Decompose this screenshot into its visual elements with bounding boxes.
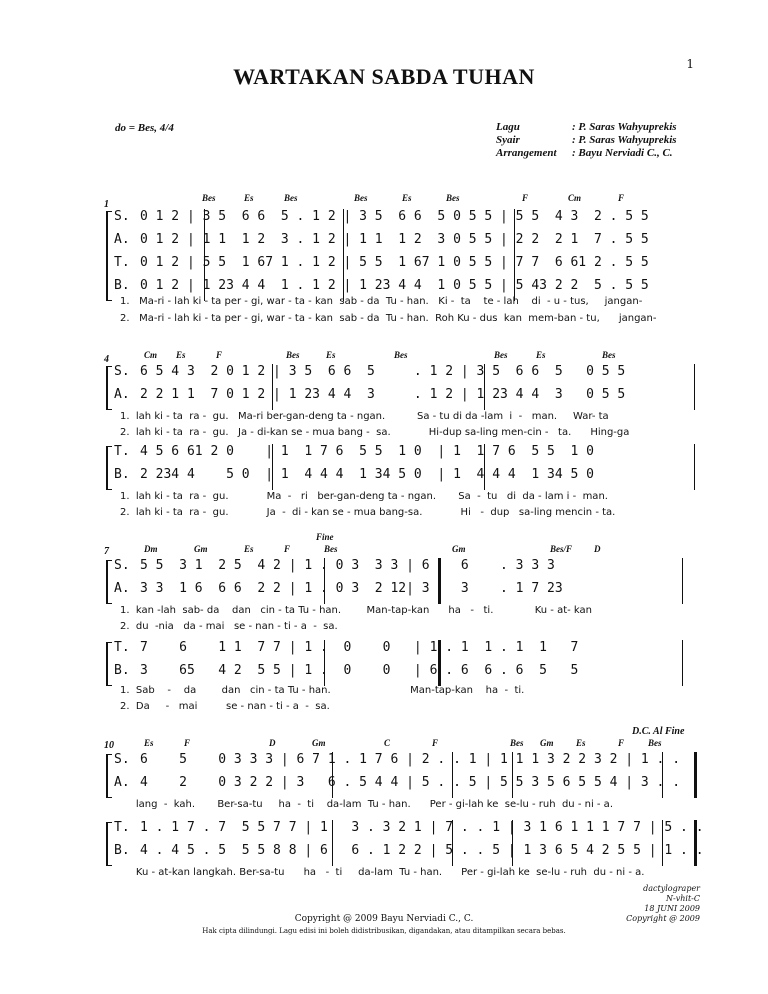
key-signature: do = Bes, 4/4	[115, 122, 174, 134]
chord-row	[104, 544, 698, 556]
chord: F	[618, 193, 625, 203]
chord: Bes	[284, 193, 298, 203]
voice-label: A.	[114, 387, 130, 402]
lyrics-verse-2: 2. Ma-ri - lah ki - ta per - gi, war - ta - kan sab - da Tu - han. Roh Ku - dus kan mem-ban - tu, jangan-	[120, 313, 657, 324]
voice-label: B.	[114, 843, 130, 858]
notes-tenor: 1 . 1 7 . 7 5 5 7 7 | 1 3 . 3 2 1 | 7 . . 1 | 3 1 6 1 1 1 7 7 | 5 . .	[140, 820, 704, 835]
copyright-notice: Hak cipta dilindungi. Lagu edisi ini boleh didistribusikan, digandakan, atau ditampilkan secara bebas.	[202, 927, 566, 935]
chord: Gm	[194, 544, 208, 554]
system-2	[104, 350, 698, 525]
notes-bass: 4 . 4 5 . 5 5 5 8 8 | 6 6 . 1 2 2 | 5 . . 5 | 1 3 6 5 4 2 5 5 | 1 . .	[140, 843, 704, 858]
chord: Cm	[568, 193, 582, 203]
brace	[106, 211, 112, 301]
copyright-line: Copyright @ 2009 Bayu Nerviadi C., C.	[294, 914, 474, 924]
dc-al-fine-marker: D.C. Al Fine	[632, 726, 685, 737]
lyrics-verse-1: 1. kan -lah sab- da dan cin - ta Tu - han. Man-tap-kan ha - ti. Ku - at- kan	[120, 605, 592, 616]
credits-block	[496, 121, 677, 160]
lyrics-verse-1: 1. Ma-ri - lah ki - ta per - gi, war - ta - kan sab - da Tu - han. Ki - ta te - lah di - u - tus, jangan-	[120, 296, 643, 307]
staff	[114, 209, 698, 301]
staff-upper	[114, 364, 698, 410]
voice-label: T.	[114, 820, 130, 835]
voice-label: B.	[114, 278, 130, 293]
notes-alto: 0 1 2 | 1 1 1 2 3 . 1 2 | 1 1 1 2 3 0 5 5 | 2 2 2 1 7 . 5 5	[140, 232, 649, 247]
chord: Bes	[324, 544, 338, 554]
signature-line: Copyright @ 2009	[626, 914, 700, 923]
voice-label: S.	[114, 364, 130, 379]
notes-soprano: 0 1 2 | 3 5 6 6 5 . 1 2 | 3 5 6 6 5 0 5 5 | 5 5 4 3 2 . 5 5	[140, 209, 649, 224]
chord: Dm	[144, 544, 158, 554]
notes-soprano: 5 5 3 1 2 5 4 2 | 1 . 0 3 3 3 | 6 6 . 3 3 3	[140, 558, 555, 573]
staff-upper	[114, 558, 698, 604]
measure-number: 4	[104, 354, 109, 365]
chord: D	[269, 738, 276, 748]
notes-bass: 3 65 4 2 5 5 | 1 . 0 0 | 6 . 6 6 . 6 5 5	[140, 663, 579, 678]
notes-soprano: 6 5 4 3 2 0 1 2 | 3 5 6 6 5 . 1 2 | 3 5 6 6 5 0 5 5	[140, 364, 626, 379]
lyrics-verse-2: 2. lah ki - ta ra - gu. Ja - di - kan se - mua bang-sa. Hi - dup sa-ling mencin - ta.	[120, 507, 616, 518]
fine-marker: Fine	[316, 532, 334, 542]
chord: Bes/F	[550, 544, 573, 554]
signature-line: N-vhit-C	[666, 894, 700, 903]
credit-syair: Syair : P. Saras Wahyuprekis	[496, 134, 677, 146]
credit-arrangement: Arrangement : Bayu Nerviadi C., C.	[496, 147, 673, 159]
lyrics-verse-2: 2. du -nia da - mai se - nan - ti - a - sa.	[120, 621, 338, 632]
chord: F	[432, 738, 439, 748]
chord-row	[104, 738, 698, 750]
lyrics-line: Ku - at-kan langkah. Ber-sa-tu ha - ti da-lam Tu - han. Per - gi-lah ke se-lu - ruh du - ni - a.	[120, 867, 645, 878]
chord: F	[184, 738, 191, 748]
chord: F	[284, 544, 291, 554]
system-1	[104, 193, 698, 333]
chord: C	[384, 738, 391, 748]
chord: F	[618, 738, 625, 748]
staff-lower	[114, 820, 704, 866]
notes-alto: 4 2 0 3 2 2 | 3 6 . 5 4 4 | 5 . . 5 | 5 5 3 5 6 5 5 4 | 3 . .	[140, 775, 681, 790]
brace	[106, 446, 112, 490]
brace	[106, 560, 112, 604]
chord: Bes	[394, 350, 408, 360]
measure-number: 10	[104, 740, 114, 751]
chord: Bes	[354, 193, 368, 203]
measure-number: 7	[104, 546, 109, 557]
chord: Es	[402, 193, 412, 203]
lyrics-verse-1: 1. Sab - da dan cin - ta Tu - han. Man-tap-kan ha - ti.	[120, 685, 525, 696]
chord: Cm	[144, 350, 158, 360]
chord: Bes	[602, 350, 616, 360]
lyrics-verse-1: 1. lah ki - ta ra - gu. Ma - ri ber-gan-deng ta - ngan. Sa - tu di da - lam i - man.	[120, 491, 608, 502]
notes-alto: 2 2 1 1 7 0 1 2 | 1 23 4 4 3 . 1 2 | 1 23 4 4 3 0 5 5	[140, 387, 626, 402]
notes-bass: 0 1 2 | 1 23 4 4 1 . 1 2 | 1 23 4 4 1 0 5 5 | 5 43 2 2 5 . 5 5	[140, 278, 649, 293]
signature-line: 18 JUNI 2009	[644, 904, 700, 913]
chord: Es	[326, 350, 336, 360]
voice-label: S.	[114, 209, 130, 224]
chord: Es	[176, 350, 186, 360]
chord: Gm	[540, 738, 554, 748]
chord: Es	[244, 544, 254, 554]
credit-lagu: Lagu : P. Saras Wahyuprekis	[496, 121, 677, 133]
chord-row	[104, 350, 698, 362]
chord-row	[104, 193, 698, 205]
lyrics-verse-2: 2. Da - mai se - nan - ti - a - sa.	[120, 701, 330, 712]
chord: Bes	[648, 738, 662, 748]
chord: Bes	[510, 738, 524, 748]
notes-tenor: 0 1 2 | 5 5 1 67 1 . 1 2 | 5 5 1 67 1 0 5 5 | 7 7 6 61 2 . 5 5	[140, 255, 649, 270]
chord: Bes	[202, 193, 216, 203]
staff-lower	[114, 444, 698, 490]
voice-label: T.	[114, 444, 130, 459]
lyrics-verse-2: 2. lah ki - ta ra - gu. Ja - di-kan se - mua bang - sa. Hi-dup sa-ling men-cin - ta. Hing-ga	[120, 427, 630, 438]
voice-label: S.	[114, 558, 130, 573]
chord: F	[216, 350, 223, 360]
chord: D	[594, 544, 601, 554]
measure-number: 1	[104, 199, 109, 210]
page-number: 1	[686, 57, 694, 71]
chord: Es	[536, 350, 546, 360]
brace	[106, 366, 112, 410]
notes-tenor: 7 6 1 1 7 7 | 1 . 0 0 | 1 . 1 1 . 1 1 7	[140, 640, 579, 655]
voice-label: T.	[114, 255, 130, 270]
signature-line: dactylograper	[643, 884, 700, 893]
voice-label: B.	[114, 663, 130, 678]
brace	[106, 642, 112, 686]
staff-lower	[114, 640, 698, 686]
chord: Es	[576, 738, 586, 748]
voice-label: T.	[114, 640, 130, 655]
voice-label: B.	[114, 467, 130, 482]
brace	[106, 822, 112, 866]
lyrics-verse-1: 1. lah ki - ta ra - gu. Ma-ri ber-gan-deng ta - ngan. Sa - tu di da -lam i - man. War- ta	[120, 411, 609, 422]
song-title: WARTAKAN SABDA TUHAN	[233, 64, 535, 89]
chord: F	[522, 193, 529, 203]
chord: Es	[144, 738, 154, 748]
system-3	[104, 532, 698, 722]
lyrics-line: lang - kah. Ber-sa-tu ha - ti da-lam Tu - han. Per - gi-lah ke se-lu - ruh du - ni - a.	[120, 799, 613, 810]
brace	[106, 754, 112, 798]
chord: Gm	[452, 544, 466, 554]
notes-alto: 3 3 1 6 6 6 2 2 | 1 . 0 3 2 12| 3 3 . 1 7 23	[140, 581, 563, 596]
notes-bass: 2 234 4 5 0 | 1 4 4 4 1 34 5 0 | 1 4 4 4 1 34 5 0	[140, 467, 594, 482]
chord: Es	[244, 193, 254, 203]
notes-tenor: 4 5 6 61 2 0 | 1 1 7 6 5 5 1 0 | 1 1 7 6 5 5 1 0	[140, 444, 594, 459]
voice-label: A.	[114, 232, 130, 247]
chord: Gm	[312, 738, 326, 748]
notes-soprano: 6 5 0 3 3 3 | 6 7 1 . 1 7 6 | 2 . . 1 | 1 1 1 3 2 2 3 2 | 1 . .	[140, 752, 681, 767]
voice-label: A.	[114, 581, 130, 596]
chord: Bes	[446, 193, 460, 203]
chord: Bes	[286, 350, 300, 360]
voice-label: S.	[114, 752, 130, 767]
system-4	[104, 726, 704, 886]
staff-upper	[114, 752, 698, 798]
chord: Bes	[494, 350, 508, 360]
voice-label: A.	[114, 775, 130, 790]
